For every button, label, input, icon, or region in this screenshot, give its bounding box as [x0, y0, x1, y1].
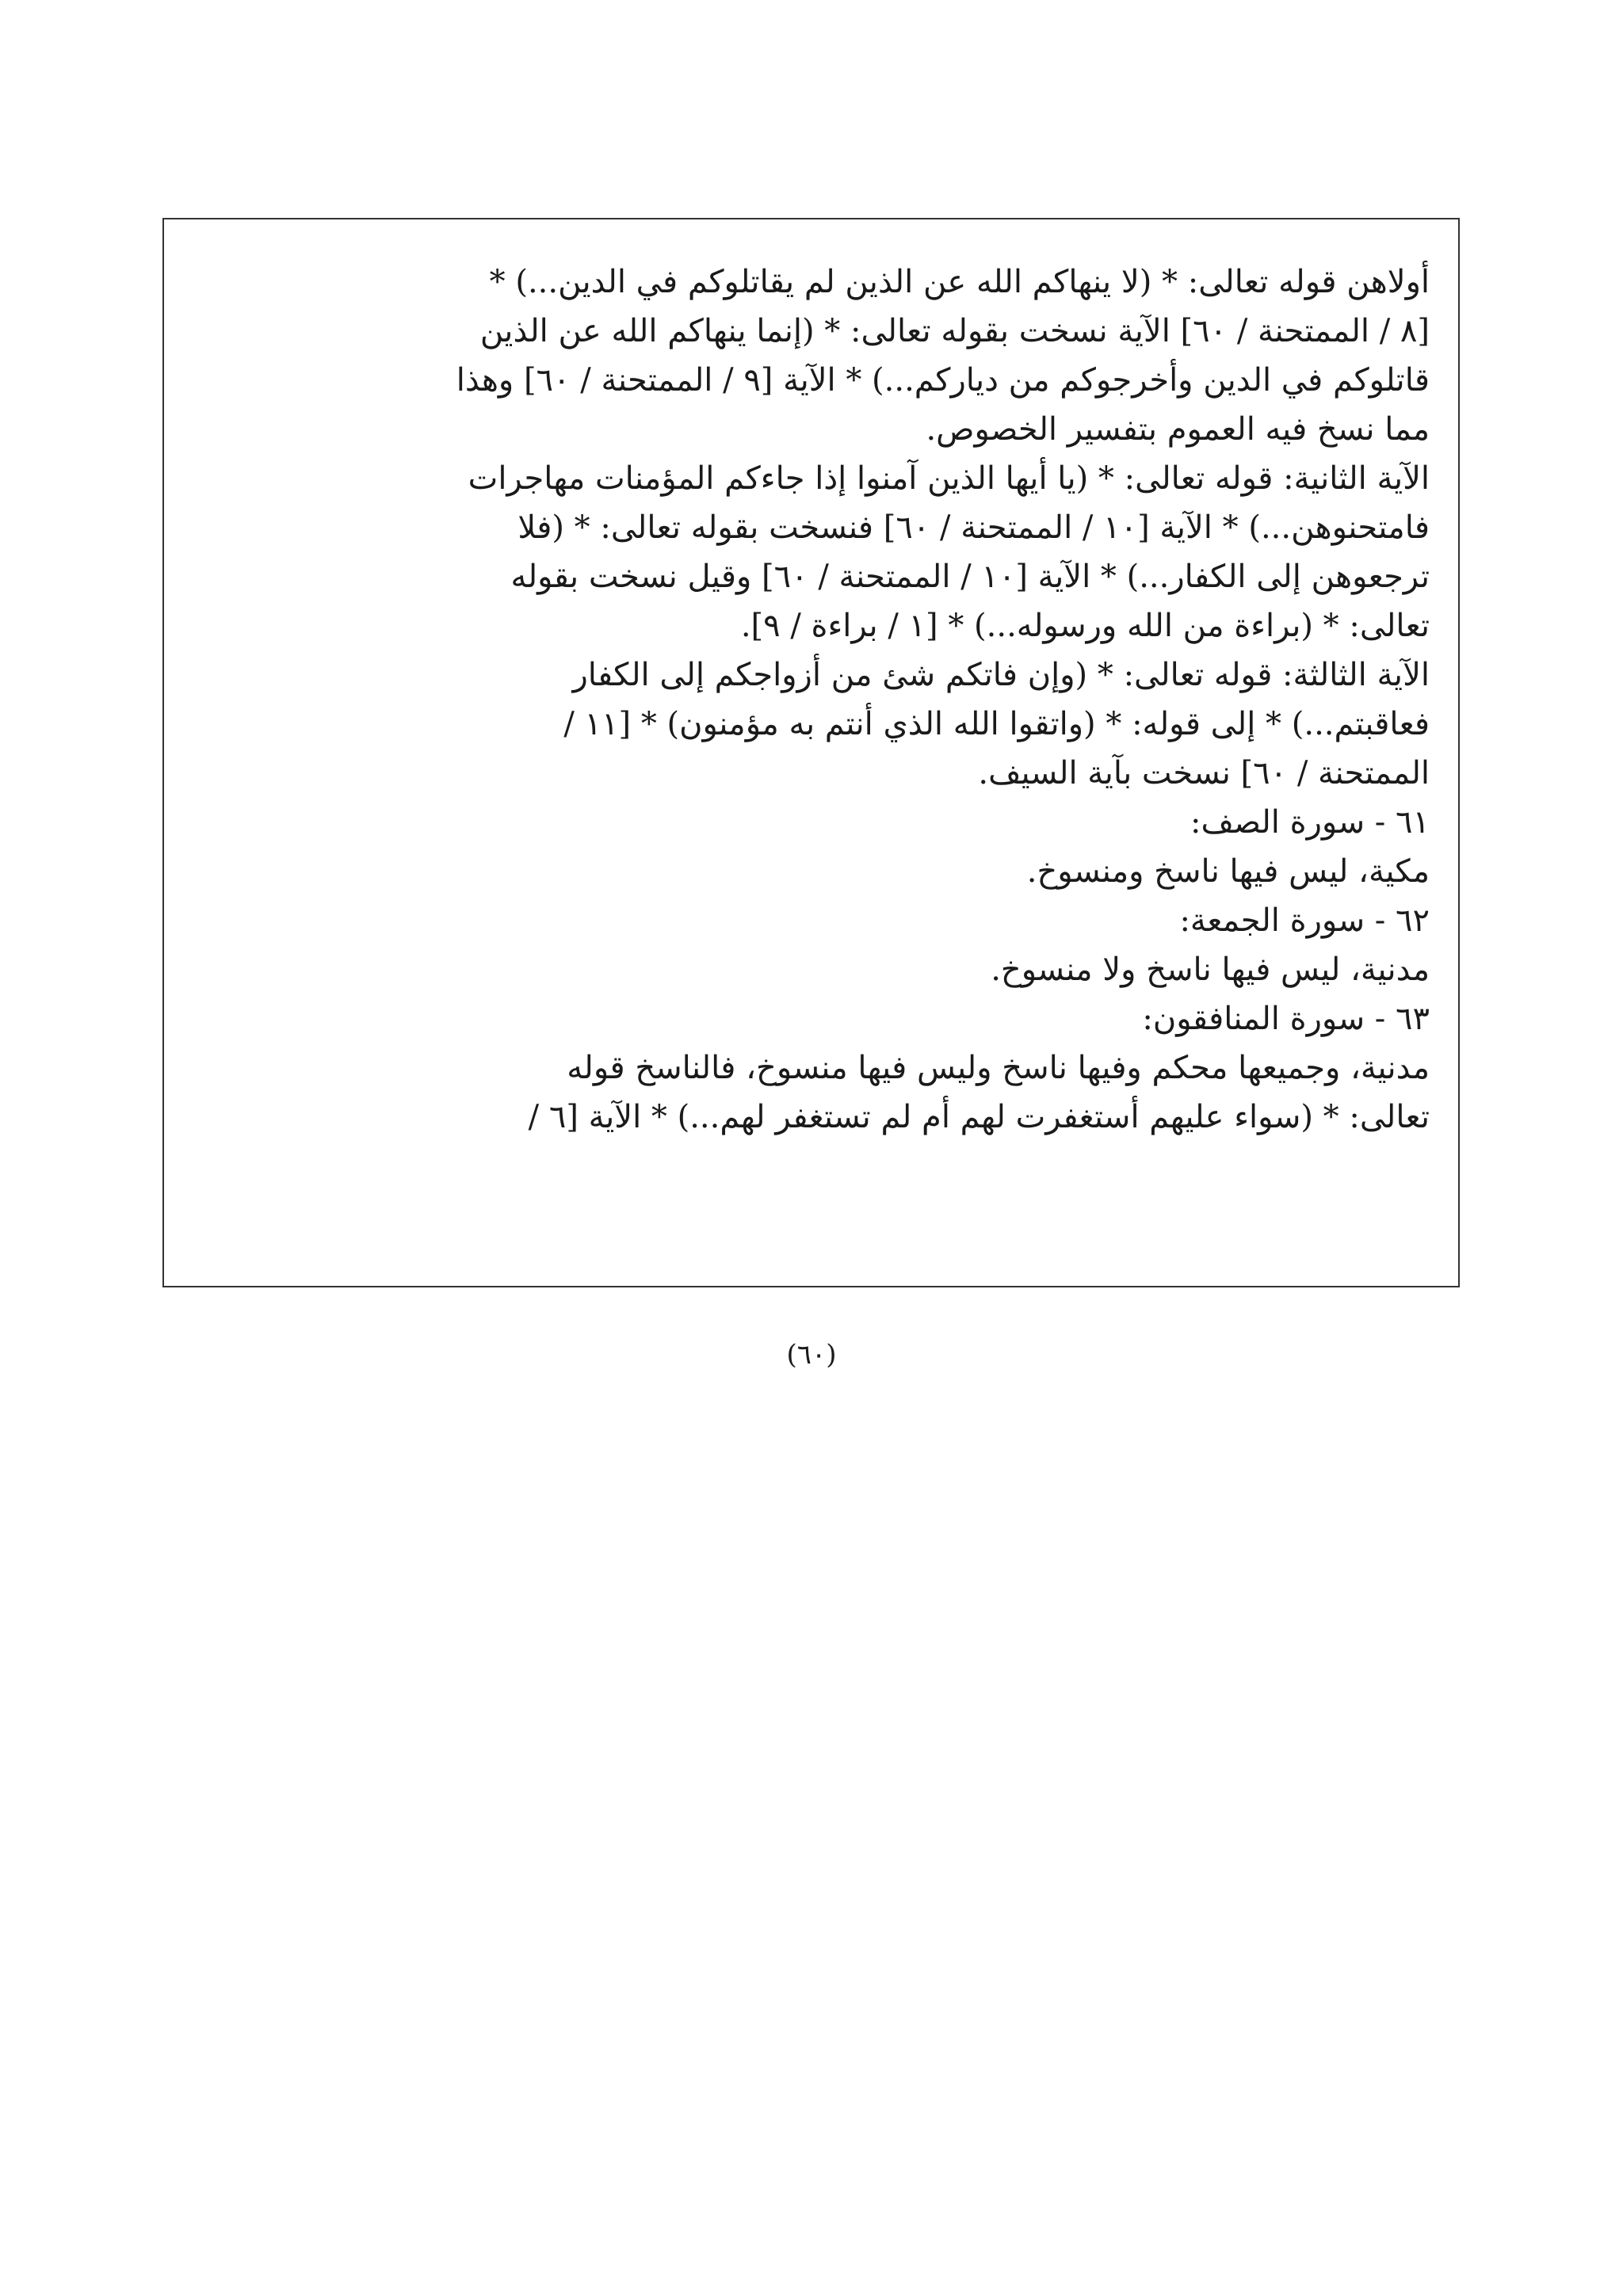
text-body: [193, 257, 1430, 1142]
surah-heading: ٦٢ - سورة الجمعة:: [1179, 902, 1430, 939]
text-line: مدنية، ليس فيها ناسخ ولا منسوخ.: [991, 952, 1430, 988]
text-line: مما نسخ فيه العموم بتفسير الخصوص.: [926, 411, 1430, 448]
text-line: فعاقبتم...) * إلى قوله: * (واتقوا الله الذي أنتم به مؤمنون) * [١١ /: [563, 706, 1430, 742]
text-line: مكية، ليس فيها ناسخ ومنسوخ.: [1026, 853, 1430, 890]
surah-heading: ٦١ - سورة الصف:: [1190, 804, 1430, 841]
text-line: الممتحنة / ٦٠] نسخت بآية السيف.: [978, 755, 1430, 791]
text-line: مدنية، وجميعها محكم وفيها ناسخ وليس فيها منسوخ، فالناسخ قوله: [567, 1050, 1430, 1086]
text-line: ترجعوهن إلى الكفار...) * الآية [١٠ / الممتحنة / ٦٠] وقيل نسخت بقوله: [510, 559, 1430, 595]
text-line: قاتلوكم في الدين وأخرجوكم من دياركم...) * الآية [٩ / الممتحنة / ٦٠] وهذا: [456, 362, 1430, 399]
text-line: فامتحنوهن...) * الآية [١٠ / الممتحنة / ٦٠] فنسخت بقوله تعالى: * (فلا: [517, 509, 1430, 546]
text-frame: [162, 218, 1460, 1287]
surah-heading: ٦٣ - سورة المنافقون:: [1142, 1001, 1430, 1037]
text-line: الآية الثانية: قوله تعالى: * (يا أيها الذين آمنوا إذا جاءكم المؤمنات مهاجرات: [468, 460, 1430, 497]
page-number: (٦٠): [786, 1339, 837, 1371]
text-line: أولاهن قوله تعالى: * (لا ينهاكم الله عن الذين لم يقاتلوكم في الدين...) *: [489, 264, 1430, 300]
text-line: تعالى: * (سواء عليهم أستغفرت لهم أم لم تستغفر لهم...) * الآية [٦ /: [528, 1099, 1430, 1135]
text-line: الآية الثالثة: قوله تعالى: * (وإن فاتكم شئ من أزواجكم إلى الكفار: [572, 657, 1430, 693]
text-line: [٨ / الممتحنة / ٦٠] الآية نسخت بقوله تعالى: * (إنما ينهاكم الله عن الذين: [479, 313, 1430, 349]
text-line: تعالى: * (براءة من الله ورسوله...) * [١ / براءة / ٩].: [740, 608, 1430, 644]
